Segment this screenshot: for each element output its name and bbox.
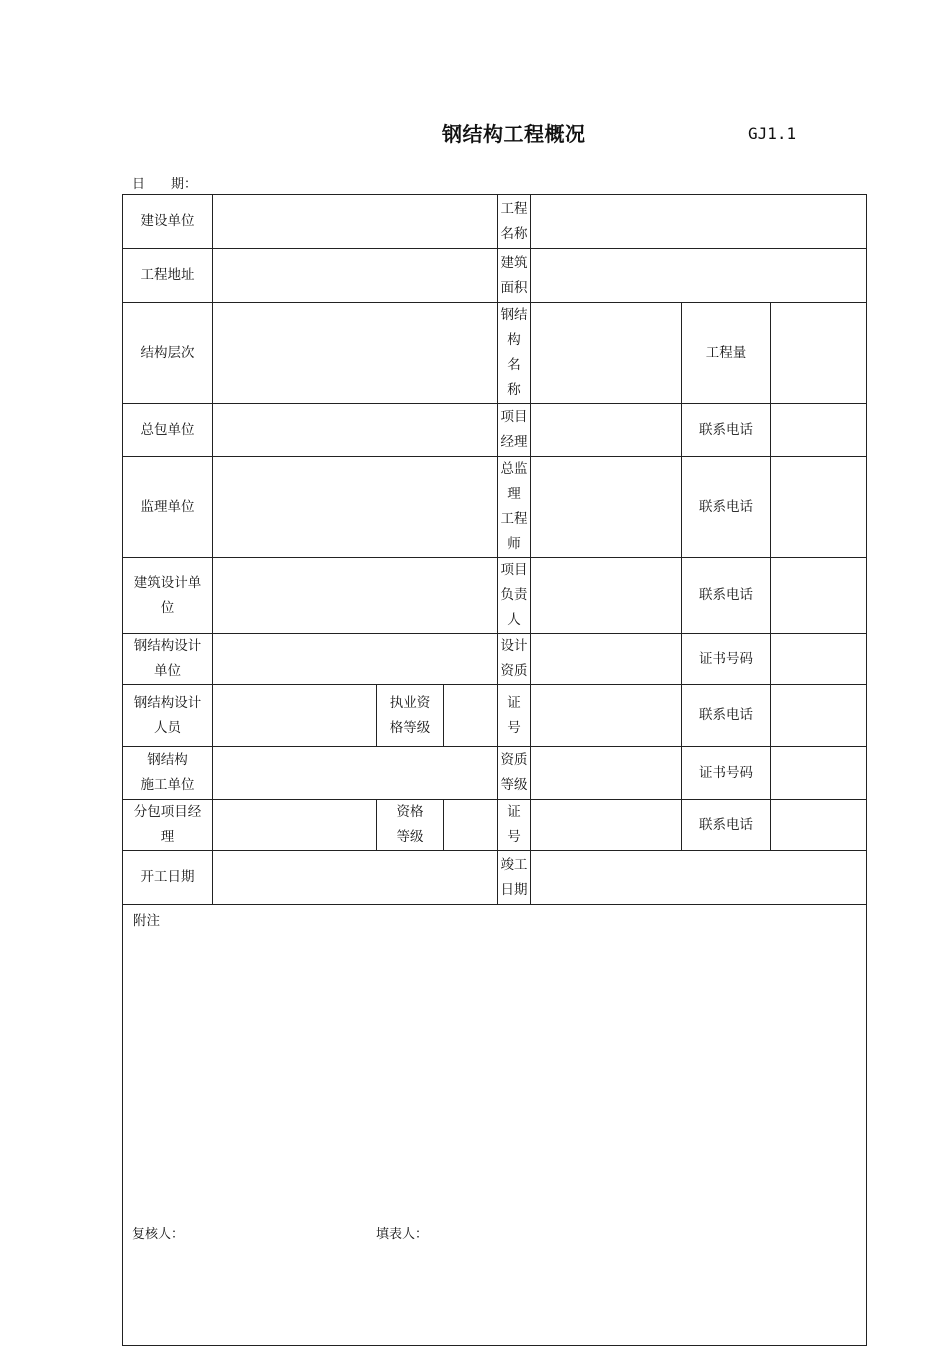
value-certificate-no[interactable] (531, 800, 682, 851)
reviewer-label: 复核人： (132, 1227, 185, 1242)
label-steel-design-personnel: 钢结构设计 人员 (123, 685, 213, 747)
label-supervision-unit: 监理单位 (123, 457, 213, 558)
project-overview-table (122, 194, 867, 1346)
label-project-manager: 项目经理 (498, 404, 531, 457)
value-project-name[interactable] (531, 195, 867, 249)
label-steel-design-unit: 钢结构设计 单位 (123, 634, 213, 685)
table-row (123, 634, 867, 685)
label-contact-phone: 联系电话 (682, 558, 771, 634)
table-row (123, 747, 867, 800)
label-project-leader: 项目 负责人 (498, 558, 531, 634)
label-qualification-level: 资质等级 (498, 747, 531, 800)
label-general-contractor: 总包单位 (123, 404, 213, 457)
label-certificate-no: 证 号 (498, 685, 531, 747)
value-general-contractor[interactable] (213, 404, 498, 457)
label-subcontract-project-manager: 分包项目经 理 (123, 800, 213, 851)
page-title: 钢结构工程概况 (442, 122, 586, 146)
label-certificate-no: 证 号 (498, 800, 531, 851)
value-building-area[interactable] (531, 249, 867, 303)
label-completion-date: 竣工日期 (498, 851, 531, 905)
value-steel-design-unit[interactable] (213, 634, 498, 685)
label-structure-levels: 结构层次 (123, 303, 213, 404)
label-design-qualification: 设计资质 (498, 634, 531, 685)
table-row (123, 851, 867, 905)
notes-area[interactable] (123, 905, 867, 1346)
table-row (123, 685, 867, 747)
label-project-address: 工程地址 (123, 249, 213, 303)
label-practice-qualification-level: 执业资 格等级 (377, 685, 444, 747)
table-row (123, 303, 867, 404)
value-project-leader[interactable] (531, 558, 682, 634)
value-design-qualification[interactable] (531, 634, 682, 685)
date-label-a: 日 (132, 177, 146, 192)
value-contact-phone[interactable] (771, 404, 867, 457)
label-chief-supervisor: 总监理 工程师 (498, 457, 531, 558)
label-contact-phone: 联系电话 (682, 457, 771, 558)
value-work-quantity[interactable] (771, 303, 867, 404)
value-certificate-number[interactable] (771, 634, 867, 685)
table-row (123, 457, 867, 558)
table-row (123, 195, 867, 249)
label-construction-unit: 建设单位 (123, 195, 213, 249)
value-supervision-unit[interactable] (213, 457, 498, 558)
table-row (123, 558, 867, 634)
table-row (123, 905, 867, 1346)
label-architectural-design-unit: 建筑设计单 位 (123, 558, 213, 634)
table-row (123, 404, 867, 457)
value-completion-date[interactable] (531, 851, 867, 905)
label-contact-phone: 联系电话 (682, 800, 771, 851)
label-building-area: 建筑面积 (498, 249, 531, 303)
form-code: GJ1.1 (748, 124, 797, 143)
notes-label: 附注 (133, 913, 160, 929)
value-contact-phone[interactable] (771, 457, 867, 558)
value-construction-unit[interactable] (213, 195, 498, 249)
value-certificate-no[interactable] (531, 685, 682, 747)
value-certificate-number[interactable] (771, 747, 867, 800)
label-project-name: 工程名称 (498, 195, 531, 249)
label-steel-construction-unit: 钢结构 施工单位 (123, 747, 213, 800)
value-steel-design-personnel[interactable] (213, 685, 377, 747)
label-work-quantity: 工程量 (682, 303, 771, 404)
table-row (123, 800, 867, 851)
label-contact-phone: 联系电话 (682, 404, 771, 457)
value-architectural-design-unit[interactable] (213, 558, 498, 634)
value-contact-phone[interactable] (771, 800, 867, 851)
value-qualification-level[interactable] (444, 800, 498, 851)
label-start-date: 开工日期 (123, 851, 213, 905)
filler-label: 填表人： (376, 1227, 429, 1242)
date-label (132, 173, 197, 192)
label-certificate-number: 证书号码 (682, 634, 771, 685)
value-contact-phone[interactable] (771, 558, 867, 634)
value-structure-levels[interactable] (213, 303, 498, 404)
value-steel-construction-unit[interactable] (213, 747, 498, 800)
value-start-date[interactable] (213, 851, 498, 905)
label-contact-phone: 联系电话 (682, 685, 771, 747)
value-contact-phone[interactable] (771, 685, 867, 747)
label-steel-structure-name: 钢结构 名 称 (498, 303, 531, 404)
value-subcontract-project-manager[interactable] (213, 800, 377, 851)
value-practice-qualification-level[interactable] (444, 685, 498, 747)
label-certificate-number: 证书号码 (682, 747, 771, 800)
date-label-b: 期： (171, 177, 198, 192)
value-qualification-level[interactable] (531, 747, 682, 800)
value-project-address[interactable] (213, 249, 498, 303)
value-project-manager[interactable] (531, 404, 682, 457)
value-steel-structure-name[interactable] (531, 303, 682, 404)
label-qualification-level: 资格 等级 (377, 800, 444, 851)
value-chief-supervisor[interactable] (531, 457, 682, 558)
table-row (123, 249, 867, 303)
